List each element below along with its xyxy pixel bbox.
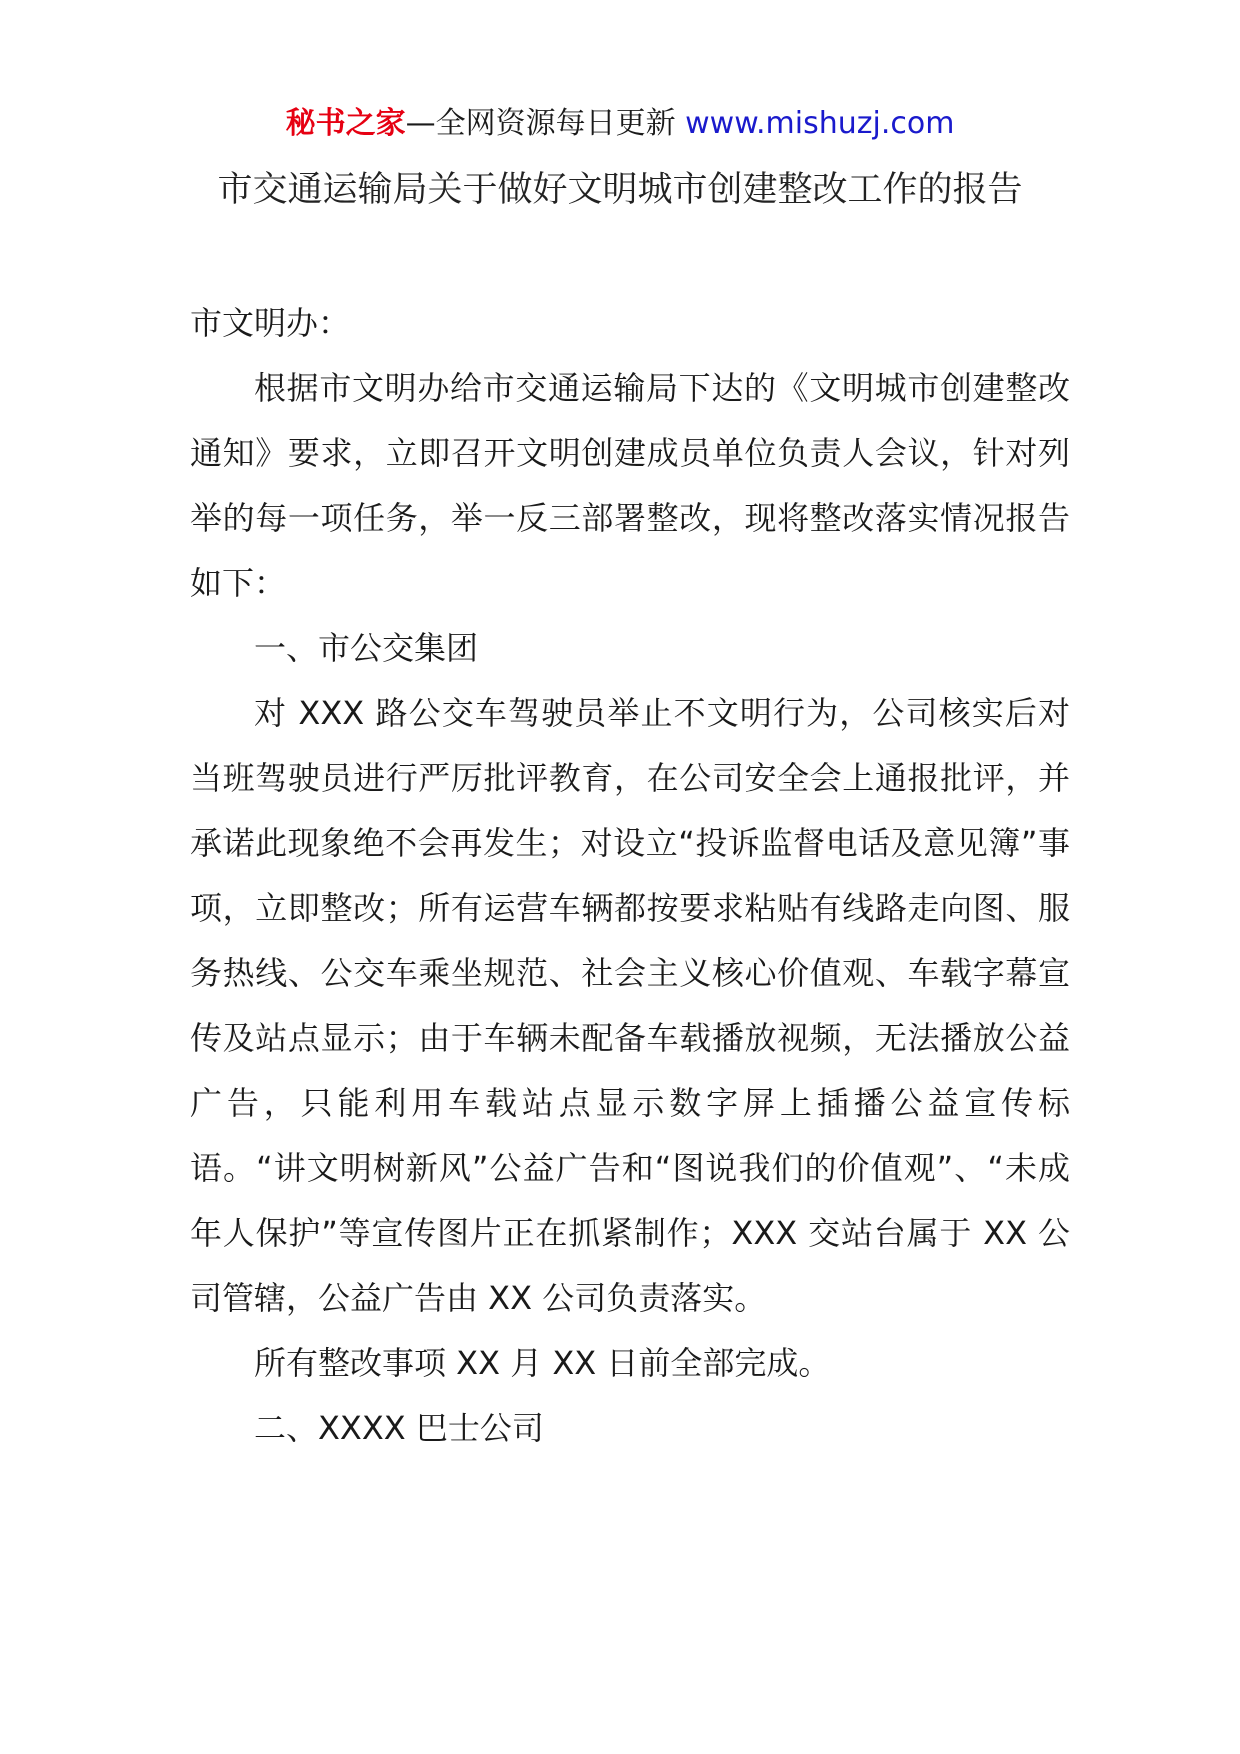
site-header — [0, 104, 1240, 144]
completion-paragraph: 所有整改事项 XX 月 XX 日前全部完成。 — [254, 1344, 831, 1382]
section-1-paragraph: 对 XXX 路公交车驾驶员举止不文明行为，公司核实后对当班驾驶员进行严厉批评教育，在公司安全会上通报批评，并承诺此现象绝不会再发生；对设立“投诉监督电话及意见簿”事项，立即整改；所有运营车辆都按要求粘贴有线路走向图、服务热线、公交车乘坐规范、社会主义核心价值观、车载字幕宣传及站点显示；由于车辆未配备车载播放视频，无法播放公益广告，只能利用车载站点显示数字屏上插播公益宣传标语。“讲文明树新风”公益广告和“图说我们的价值观”、“未成年人保护”等宣传图片正在抓紧制作；XXX 交站台属于 XX 公司管辖，公益广告由 XX 公司负责落实。 — [190, 694, 1070, 1317]
salutation-text: 市文明办： — [190, 304, 351, 342]
salutation — [190, 291, 1070, 356]
site-url-link[interactable]: www.mishuzj.com — [685, 106, 955, 141]
section-heading-1: 一、市公交集团 — [254, 629, 479, 667]
brand-name: 秘书之家 — [285, 106, 406, 141]
document-title: 市交通运输局关于做好文明城市创建整改工作的报告 — [217, 170, 1023, 210]
section-heading-2: 二、XXXX 巴士公司 — [254, 1409, 544, 1447]
header-slogan: —全网资源每日更新 — [405, 106, 686, 141]
intro-paragraph: 根据市文明办给市交通运输局下达的《文明城市创建整改通知》要求，立即召开文明创建成员单位负责人会议，针对列举的每一项任务，举一反三部署整改，现将整改落实情况报告如下： — [190, 369, 1070, 602]
document-body — [190, 356, 1070, 1461]
